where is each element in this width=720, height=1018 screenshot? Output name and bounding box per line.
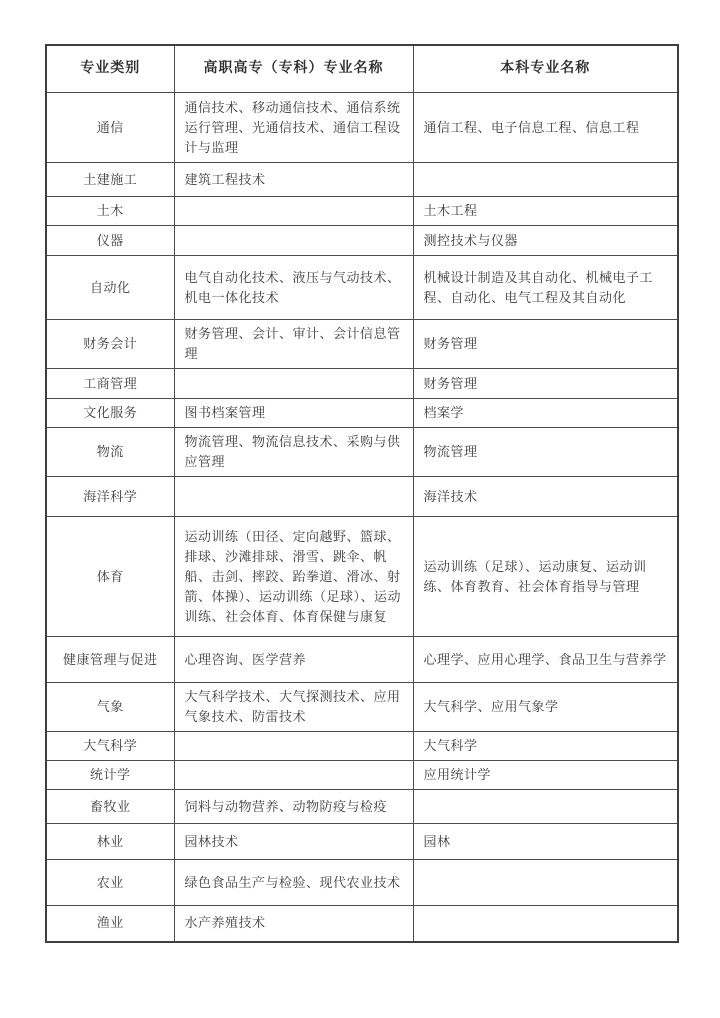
category-cell: 统计学 bbox=[46, 761, 174, 790]
vocational-cell bbox=[174, 477, 413, 517]
table-row bbox=[46, 517, 678, 637]
vocational-cell: 大气科学技术、大气探测技术、应用气象技术、防雷技术 bbox=[174, 683, 413, 732]
column-header-category: 专业类别 bbox=[46, 45, 174, 93]
undergraduate-cell: 测控技术与仪器 bbox=[413, 226, 678, 256]
category-cell: 文化服务 bbox=[46, 399, 174, 428]
table-row bbox=[46, 906, 678, 942]
vocational-cell bbox=[174, 732, 413, 761]
category-cell: 物流 bbox=[46, 428, 174, 477]
undergraduate-cell bbox=[413, 163, 678, 197]
table-row bbox=[46, 477, 678, 517]
table-row bbox=[46, 683, 678, 732]
vocational-cell: 心理咨询、医学营养 bbox=[174, 637, 413, 683]
vocational-cell bbox=[174, 197, 413, 226]
undergraduate-cell: 海洋技术 bbox=[413, 477, 678, 517]
table-row bbox=[46, 790, 678, 824]
table-row bbox=[46, 428, 678, 477]
vocational-cell: 水产养殖技术 bbox=[174, 906, 413, 942]
category-cell: 畜牧业 bbox=[46, 790, 174, 824]
undergraduate-cell: 大气科学 bbox=[413, 732, 678, 761]
category-cell: 土木 bbox=[46, 197, 174, 226]
undergraduate-cell: 心理学、应用心理学、食品卫生与营养学 bbox=[413, 637, 678, 683]
undergraduate-cell: 档案学 bbox=[413, 399, 678, 428]
table-header-row bbox=[46, 45, 678, 93]
vocational-cell: 园林技术 bbox=[174, 824, 413, 860]
table-row bbox=[46, 399, 678, 428]
category-cell: 土建施工 bbox=[46, 163, 174, 197]
undergraduate-cell: 大气科学、应用气象学 bbox=[413, 683, 678, 732]
category-cell: 健康管理与促进 bbox=[46, 637, 174, 683]
undergraduate-cell: 机械设计制造及其自动化、机械电子工程、自动化、电气工程及其自动化 bbox=[413, 256, 678, 320]
table-row bbox=[46, 637, 678, 683]
vocational-cell: 饲料与动物营养、动物防疫与检疫 bbox=[174, 790, 413, 824]
table-row bbox=[46, 824, 678, 860]
table-row bbox=[46, 369, 678, 399]
vocational-cell: 通信技术、移动通信技术、通信系统运行管理、光通信技术、通信工程设计与监理 bbox=[174, 93, 413, 163]
table-row bbox=[46, 226, 678, 256]
table-row bbox=[46, 320, 678, 369]
undergraduate-cell: 物流管理 bbox=[413, 428, 678, 477]
vocational-cell bbox=[174, 761, 413, 790]
category-cell: 气象 bbox=[46, 683, 174, 732]
table-row bbox=[46, 197, 678, 226]
vocational-cell: 运动训练（田径、定向越野、篮球、排球、沙滩排球、滑雪、跳伞、帆船、击剑、摔跤、跆拳道、滑冰、射箭、体操）、运动训练（足球）、运动训练、社会体育、体育保健与康复 bbox=[174, 517, 413, 637]
undergraduate-cell: 财务管理 bbox=[413, 320, 678, 369]
category-cell: 渔业 bbox=[46, 906, 174, 942]
vocational-cell: 建筑工程技术 bbox=[174, 163, 413, 197]
undergraduate-cell: 财务管理 bbox=[413, 369, 678, 399]
table-row bbox=[46, 256, 678, 320]
vocational-cell: 绿色食品生产与检验、现代农业技术 bbox=[174, 860, 413, 906]
undergraduate-cell: 土木工程 bbox=[413, 197, 678, 226]
table-row bbox=[46, 732, 678, 761]
undergraduate-cell: 应用统计学 bbox=[413, 761, 678, 790]
major-mapping-table bbox=[45, 44, 679, 943]
category-cell: 通信 bbox=[46, 93, 174, 163]
category-cell: 大气科学 bbox=[46, 732, 174, 761]
category-cell: 林业 bbox=[46, 824, 174, 860]
column-header-vocational: 高职高专（专科）专业名称 bbox=[174, 45, 413, 93]
undergraduate-cell: 园林 bbox=[413, 824, 678, 860]
vocational-cell bbox=[174, 226, 413, 256]
category-cell: 农业 bbox=[46, 860, 174, 906]
vocational-cell: 电气自动化技术、液压与气动技术、机电一体化技术 bbox=[174, 256, 413, 320]
undergraduate-cell: 通信工程、电子信息工程、信息工程 bbox=[413, 93, 678, 163]
vocational-cell bbox=[174, 369, 413, 399]
category-cell: 仪器 bbox=[46, 226, 174, 256]
table-row bbox=[46, 163, 678, 197]
category-cell: 自动化 bbox=[46, 256, 174, 320]
table-row bbox=[46, 761, 678, 790]
undergraduate-cell bbox=[413, 906, 678, 942]
undergraduate-cell: 运动训练（足球）、运动康复、运动训练、体育教育、社会体育指导与管理 bbox=[413, 517, 678, 637]
undergraduate-cell bbox=[413, 860, 678, 906]
undergraduate-cell bbox=[413, 790, 678, 824]
category-cell: 财务会计 bbox=[46, 320, 174, 369]
table-row bbox=[46, 93, 678, 163]
vocational-cell: 物流管理、物流信息技术、采购与供应管理 bbox=[174, 428, 413, 477]
table-row bbox=[46, 860, 678, 906]
column-header-undergraduate: 本科专业名称 bbox=[413, 45, 678, 93]
vocational-cell: 图书档案管理 bbox=[174, 399, 413, 428]
category-cell: 体育 bbox=[46, 517, 174, 637]
vocational-cell: 财务管理、会计、审计、会计信息管理 bbox=[174, 320, 413, 369]
category-cell: 工商管理 bbox=[46, 369, 174, 399]
category-cell: 海洋科学 bbox=[46, 477, 174, 517]
